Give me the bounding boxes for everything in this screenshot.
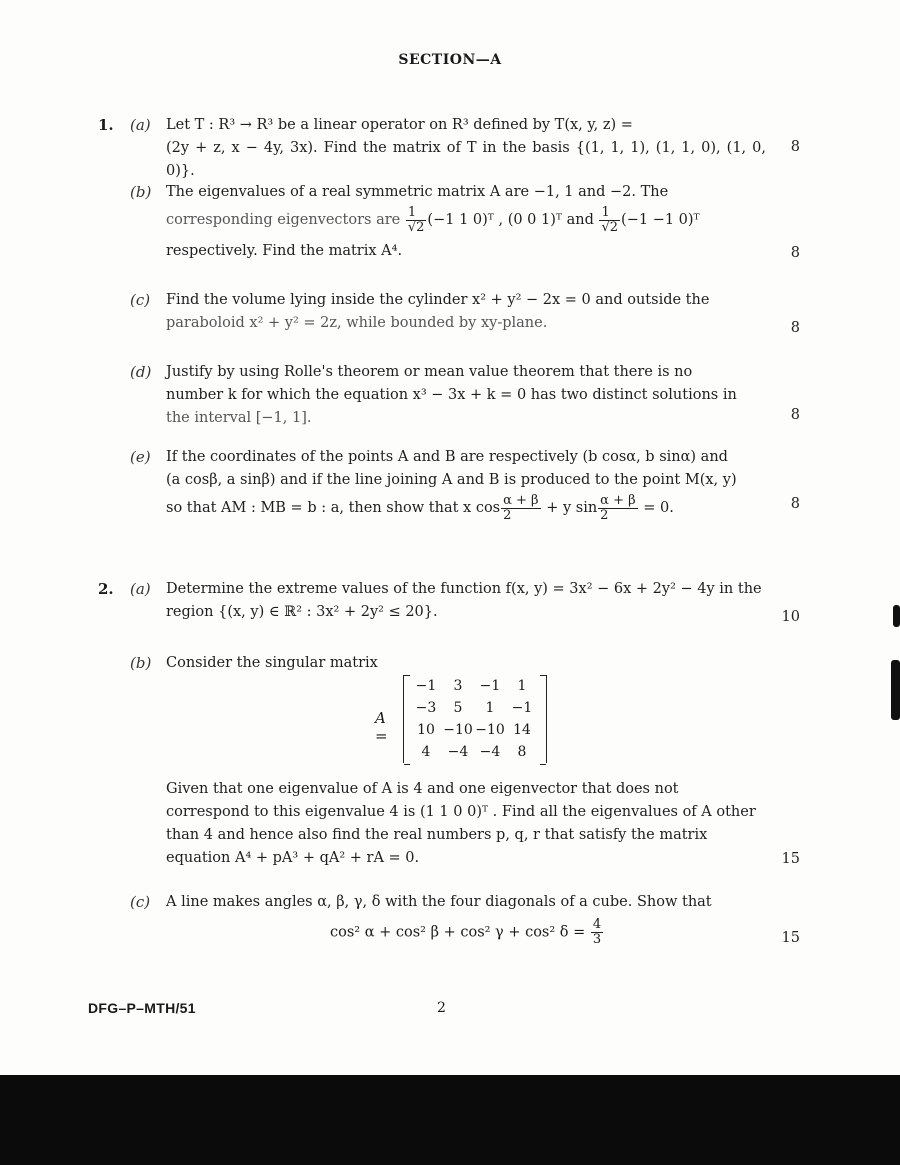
- q1a-label: (a): [130, 116, 151, 134]
- q1d-label: (d): [130, 363, 152, 381]
- q1e-fraction-2: [598, 494, 637, 523]
- q1b-text: [166, 181, 766, 263]
- matrix-cell: 1: [485, 700, 495, 716]
- q2b-line2: Given that one eigenvalue of A is 4 and one eigenvector that does not: [166, 781, 679, 797]
- q1e-line1: If the coordinates of the points A and B are respectively (b cosα, b sinα) and: [166, 449, 728, 465]
- q2a-line1: Determine the extreme values of the function f(x, y) = 3x² − 6x + 2y² − 4y in the: [166, 581, 762, 597]
- matrix-cell: −10: [443, 722, 473, 738]
- q1c-line2: paraboloid x² + y² = 2z, while bounded by xy-plane.: [166, 315, 548, 331]
- q1b-frac1-den: √2: [407, 219, 425, 235]
- q2a-label: (a): [130, 580, 151, 598]
- q1b-and: and: [566, 212, 594, 228]
- q2c-line1: A line makes angles α, β, γ, δ with the four diagonals of a cube. Show that: [166, 894, 712, 910]
- scan-dark-band: [0, 1075, 900, 1165]
- q1b-frac1-num: 1: [406, 206, 427, 221]
- q1e-fraction-1: [501, 494, 540, 523]
- q2b-label: (b): [130, 654, 152, 672]
- q2c-equation: [330, 918, 604, 947]
- scan-edge-mark: [893, 605, 900, 627]
- q2c-frac-den: 3: [592, 932, 602, 947]
- q1e-frac2-num: α + β: [600, 492, 636, 508]
- matrix-cell: 3: [453, 678, 463, 694]
- matrix-cell: 10: [417, 722, 435, 738]
- q2a-line2: region {(x, y) ∈ ℝ² : 3x² + 2y² ≤ 20}.: [166, 604, 438, 620]
- q1e-frac1-num: α + β: [503, 492, 539, 508]
- q1d-line1: Justify by using Rolle's theorem or mean value theorem that there is no: [166, 364, 693, 380]
- q1b-vec1: (−1 1 0)ᵀ , (0 0 1)ᵀ: [427, 212, 562, 228]
- matrix-cell: 14: [513, 722, 531, 738]
- q1a-line2: (2y + z, x − 4y, 3x). Find the matrix of T in the basis {(1, 1, 1), (1, 1, 0), (1, 0, 0)}.: [166, 140, 766, 179]
- q1e-line3: [166, 492, 766, 524]
- matrix-cell: −1: [415, 678, 437, 694]
- question-2-number: 2.: [98, 580, 114, 598]
- q1d-line3: the interval [−1, 1].: [166, 410, 312, 426]
- matrix-cell: −10: [475, 722, 505, 738]
- q2b-line5: equation A⁴ + pA³ + qA² + rA = 0.: [166, 850, 420, 866]
- q2b-marks: 15: [781, 851, 800, 867]
- q2a-marks: 10: [781, 609, 800, 625]
- matrix-row: [410, 741, 540, 763]
- q1b-frac2-den: √2: [601, 219, 619, 235]
- q2b-line3: correspond to this eigenvalue 4 is (1 1 0 0)ᵀ . Find all the eigenvalues of A other: [166, 804, 756, 820]
- q1b-line2-pre: corresponding eigenvectors are: [166, 212, 401, 228]
- q1e-line3-post: = 0.: [643, 500, 674, 516]
- q1e-marks: 8: [790, 496, 800, 512]
- q1b-line3: respectively. Find the matrix A⁴.: [166, 243, 403, 259]
- paper-code: DFG–P–MTH/51: [88, 1000, 196, 1016]
- scan-edge-mark: [891, 660, 900, 720]
- matrix-cell: −1: [479, 678, 501, 694]
- matrix-cell: −3: [415, 700, 437, 716]
- matrix-cell: −1: [511, 700, 533, 716]
- matrix-cell: 5: [453, 700, 463, 716]
- q2a-text: [166, 578, 766, 624]
- q1b-label: (b): [130, 183, 152, 201]
- matrix-cell: 8: [517, 744, 527, 760]
- q1b-line1: The eigenvalues of a real symmetric matrix A are −1, 1 and −2. The: [166, 184, 669, 200]
- matrix-cell: 4: [421, 744, 431, 760]
- q1e-frac2-den: 2: [600, 507, 609, 523]
- q2c-eq-pre: cos² α + cos² β + cos² γ + cos² δ =: [330, 924, 586, 941]
- q1a-marks: 8: [790, 139, 800, 155]
- q2b-intro: Consider the singular matrix: [166, 655, 378, 671]
- q2c-frac-num: 4: [592, 917, 602, 932]
- matrix-row: [410, 697, 540, 719]
- q1b-fraction-2: [599, 206, 620, 235]
- q1b-frac2-num: 1: [599, 206, 620, 221]
- q1c-text: [166, 289, 766, 335]
- q2c-marks: 15: [781, 930, 800, 946]
- q1e-line3-mid: + y sin: [546, 500, 598, 516]
- q1b-fraction-1: [406, 206, 427, 235]
- q1e-line2: (a cosβ, a sinβ) and if the line joining A and B is produced to the point M(x, y): [166, 472, 737, 488]
- q2b-line4: than 4 and hence also find the real numbers p, q, r that satisfy the matrix: [166, 827, 708, 843]
- matrix-row: [410, 675, 540, 697]
- q1e-line3-pre: so that AM : MB = b : a, then show that x cos: [166, 500, 501, 516]
- q2b-text: [166, 778, 766, 870]
- q1e-text: [166, 446, 766, 524]
- matrix-cell: −4: [447, 744, 469, 760]
- q2c-label: (c): [130, 893, 151, 911]
- q1b-marks: 8: [790, 245, 800, 261]
- q1c-line1: Find the volume lying inside the cylinder x² + y² − 2x = 0 and outside the: [166, 292, 710, 308]
- q1a-text: [166, 114, 766, 183]
- q1b-line2: [166, 204, 766, 236]
- matrix-label: A =: [375, 709, 388, 745]
- matrix-body: [403, 675, 547, 763]
- q1d-text: [166, 361, 766, 430]
- matrix-row: [410, 719, 540, 741]
- section-title: SECTION—A: [398, 52, 502, 68]
- question-1-number: 1.: [98, 116, 114, 134]
- q1a-line1: Let T : R³ → R³ be a linear operator on R³ defined by T(x, y, z) =: [166, 117, 633, 133]
- matrix-cell: 1: [517, 678, 527, 694]
- q1b-vec2: (−1 −1 0)ᵀ: [621, 212, 700, 228]
- q1c-label: (c): [130, 291, 151, 309]
- page-number: 2: [437, 1000, 446, 1016]
- q1d-marks: 8: [790, 407, 800, 423]
- q1c-marks: 8: [790, 320, 800, 336]
- q1e-frac1-den: 2: [503, 507, 512, 523]
- q1d-line2: number k for which the equation x³ − 3x + k = 0 has two distinct solutions in: [166, 387, 737, 403]
- matrix-cell: −4: [479, 744, 501, 760]
- q2c-fraction: [591, 918, 603, 947]
- q1e-label: (e): [130, 448, 151, 466]
